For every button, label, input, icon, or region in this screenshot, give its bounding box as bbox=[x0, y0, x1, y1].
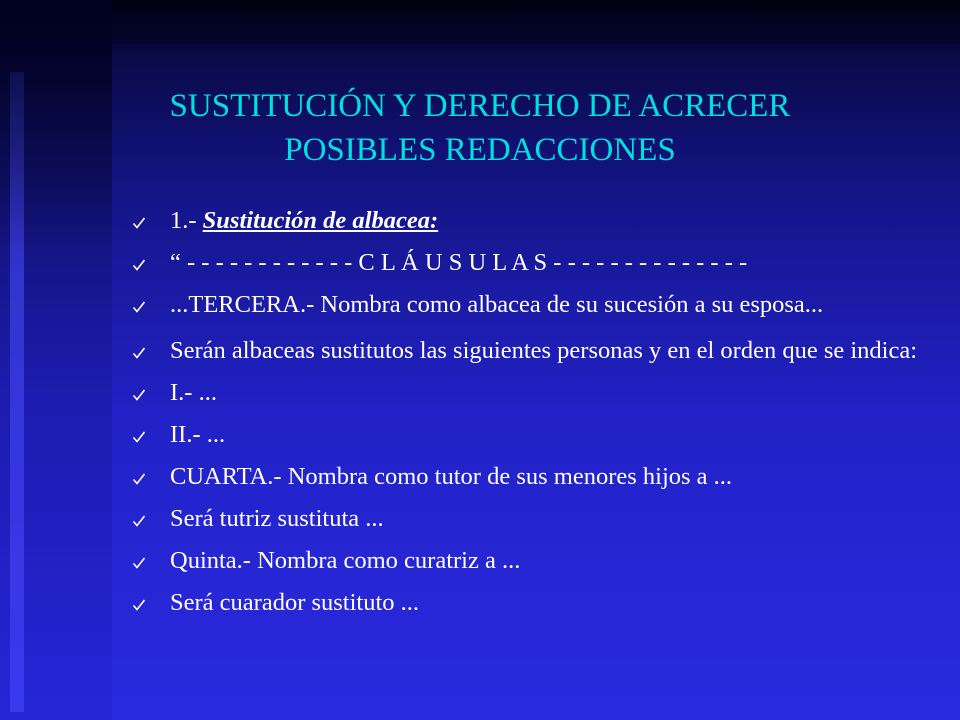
band-shading bbox=[0, 0, 112, 720]
check-icon bbox=[132, 514, 146, 528]
item-text: Quinta.- Nombra como curatriz a ... bbox=[170, 547, 521, 574]
list-item bbox=[132, 420, 922, 450]
check-icon bbox=[132, 346, 146, 360]
item-text: ...TERCERA.- Nombra como albacea de su sucesión a su esposa... bbox=[170, 291, 824, 318]
check-icon bbox=[132, 472, 146, 486]
list-item bbox=[132, 378, 922, 408]
item-text: Será cuarador sustituto ... bbox=[170, 589, 420, 616]
item-text: Serán albaceas sustitutos las siguientes personas y en el orden que se indica: bbox=[170, 337, 918, 364]
list-item bbox=[132, 290, 922, 320]
slide-title bbox=[130, 84, 830, 172]
item-text: I.- ... bbox=[170, 379, 217, 406]
item-text: Será tutriz sustituta ... bbox=[170, 505, 384, 532]
list-item bbox=[132, 206, 922, 236]
check-icon bbox=[132, 388, 146, 402]
check-icon bbox=[132, 556, 146, 570]
item-prefix: 1.- bbox=[170, 207, 203, 234]
top-dark-bar bbox=[112, 0, 960, 44]
list-item bbox=[132, 248, 922, 278]
list-item bbox=[132, 504, 922, 534]
check-icon bbox=[132, 258, 146, 272]
item-text: CUARTA.- Nombra como tutor de sus menores hijos a ... bbox=[170, 463, 733, 490]
item-text: II.- ... bbox=[170, 421, 226, 448]
check-icon bbox=[132, 598, 146, 612]
list-item bbox=[132, 462, 922, 492]
title-line-1: SUSTITUCIÓN Y DERECHO DE ACRECER bbox=[169, 88, 791, 124]
bullet-list bbox=[132, 206, 922, 618]
item-text: “ - - - - - - - - - - - - C L Á U S U L A S - - - - - - - - - - - - - - bbox=[170, 249, 748, 276]
item-emphasis: Sustitución de albacea: bbox=[202, 207, 439, 234]
check-icon bbox=[132, 216, 146, 230]
check-icon bbox=[132, 430, 146, 444]
title-line-2: POSIBLES REDACCIONES bbox=[284, 132, 676, 168]
check-icon bbox=[132, 300, 146, 314]
list-item bbox=[132, 336, 922, 366]
list-item bbox=[132, 588, 922, 618]
list-item bbox=[132, 546, 922, 576]
